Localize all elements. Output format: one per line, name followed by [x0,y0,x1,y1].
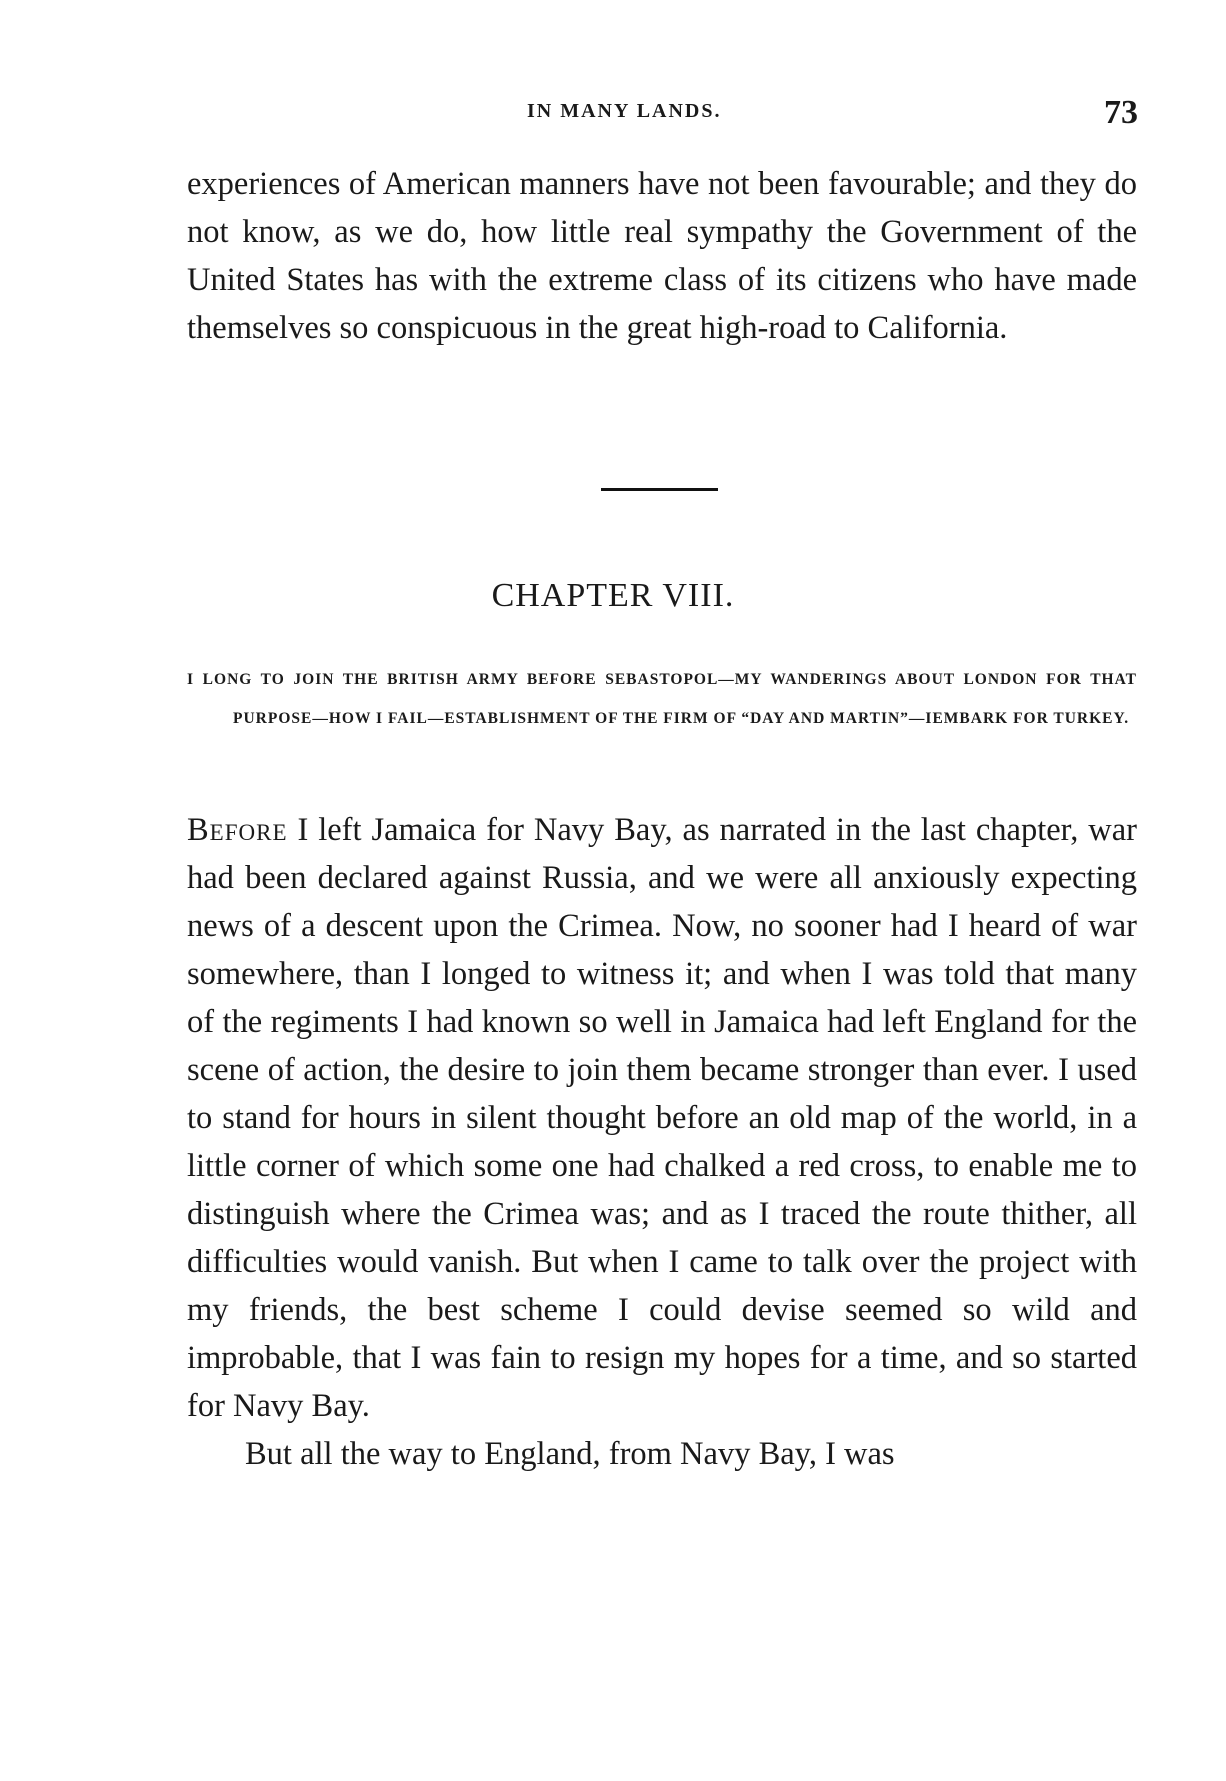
next-paragraph: But all the way to England, from Navy Bay, I was [245,1436,895,1472]
opening-paragraph-text: I left Jamaica for Navy Bay, as narrated in the last chapter, war had been declared against Russia, and we were all anxiously expecting news of a descent upon the Crimea. Now, no sooner had I heard of war somewhere, than I longed to witness it; and when I was told that many of the regiments I had known so well in Jamaica had left England for the scene of action, the desire to join them became stronger than ever. I used to stand for hours in silent thought before an old map of the world, in a little corner of which some one had chalked a red cross, to enable me to distinguish where the Crimea was; and as I traced the route thither, all difficulties would vanish. But when I came to talk over the project with my friends, the best scheme I could devise seemed so wild and improbable, that I was fain to resign my hopes for a time, and so started for Navy Bay. [187,812,1137,1424]
continuation-paragraph [187,160,1137,352]
running-head: IN MANY LANDS. [527,100,722,122]
section-divider [601,488,718,491]
opening-word: Before [187,812,288,848]
continuation-text: experiences of American manners have not been favourable; and they do not know, as we do, how little real sympathy the Government of the United States has with the extreme class of its citizens who have made themselves so conspicuous in the great high-road to California. [187,166,1137,346]
chapter-body [187,806,1137,1478]
chapter-synopsis: I LONG TO JOIN THE BRITISH ARMY BEFORE SEBASTOPOL—MY WANDERINGS ABOUT LONDON FOR THAT PURPOSE—HOW I FAIL—ESTABLISHMENT OF THE FIRM OF “DAY AND MARTIN”—IEMBARK FOR TURKEY. [187,671,1137,727]
opening-paragraph [187,806,1137,1430]
page-number: 73 [1104,94,1138,131]
chapter-title: CHAPTER VIII. [491,577,735,614]
